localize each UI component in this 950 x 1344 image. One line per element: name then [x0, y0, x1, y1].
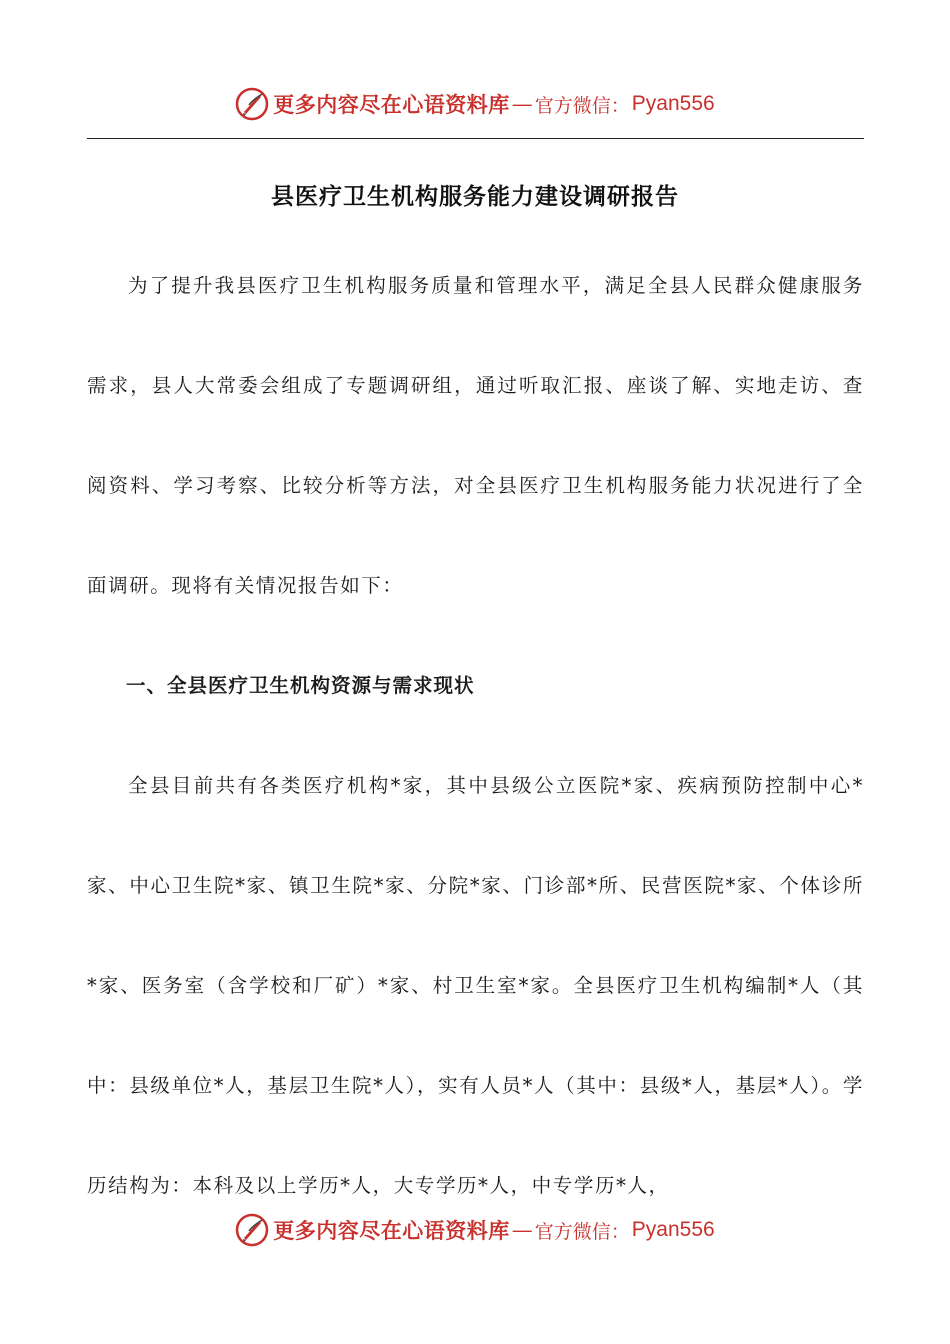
document-title: 县医疗卫生机构服务能力建设调研报告	[271, 184, 679, 210]
banner-text: 更多内容尽在心语资料库	[273, 1218, 510, 1243]
section-paragraph: 全县目前共有各类医疗机构*家，其中县级公立医院*家、疾病预防控制中心*家、中心卫生院*家、镇卫生院*家、分院*家、门诊部*所、民营医院*家、个体诊所*家、医务室（含学校和厂矿）*家、村卫生室*家。全县医疗卫生机构编制*人（其中：县级单位*人，基层卫生院*人），实有人员*人（其中：县级*人，基层*人）。学历结构为：本科及以上学历*人，大专学历*人，中专学历*人，	[87, 774, 864, 1197]
header-banner	[0, 84, 950, 124]
banner-wechat-id: Pyan556	[631, 92, 715, 115]
banner-wechat-label: 官方微信：	[534, 94, 630, 117]
section-heading: 一、全县医疗卫生机构资源与需求现状	[126, 674, 475, 697]
banner-wechat-id: Pyan556	[631, 1218, 715, 1241]
header-divider	[87, 138, 864, 139]
banner-separator: —	[511, 92, 533, 116]
banner-separator: —	[511, 1218, 533, 1242]
intro-paragraph: 为了提升我县医疗卫生机构服务质量和管理水平，满足全县人民群众健康服务需求，县人大常委会组成了专题调研组，通过听取汇报、座谈了解、实地走访、查阅资料、学习考察、比较分析等方法，对全县医疗卫生机构服务能力状况进行了全面调研。现将有关情况报告如下：	[87, 274, 864, 597]
footer-banner	[0, 1210, 950, 1250]
quill-logo-icon	[235, 1213, 269, 1247]
quill-logo-icon	[235, 87, 269, 121]
banner-wechat-label: 官方微信：	[534, 1220, 630, 1243]
document-body	[87, 260, 864, 1236]
banner-text: 更多内容尽在心语资料库	[273, 92, 510, 117]
